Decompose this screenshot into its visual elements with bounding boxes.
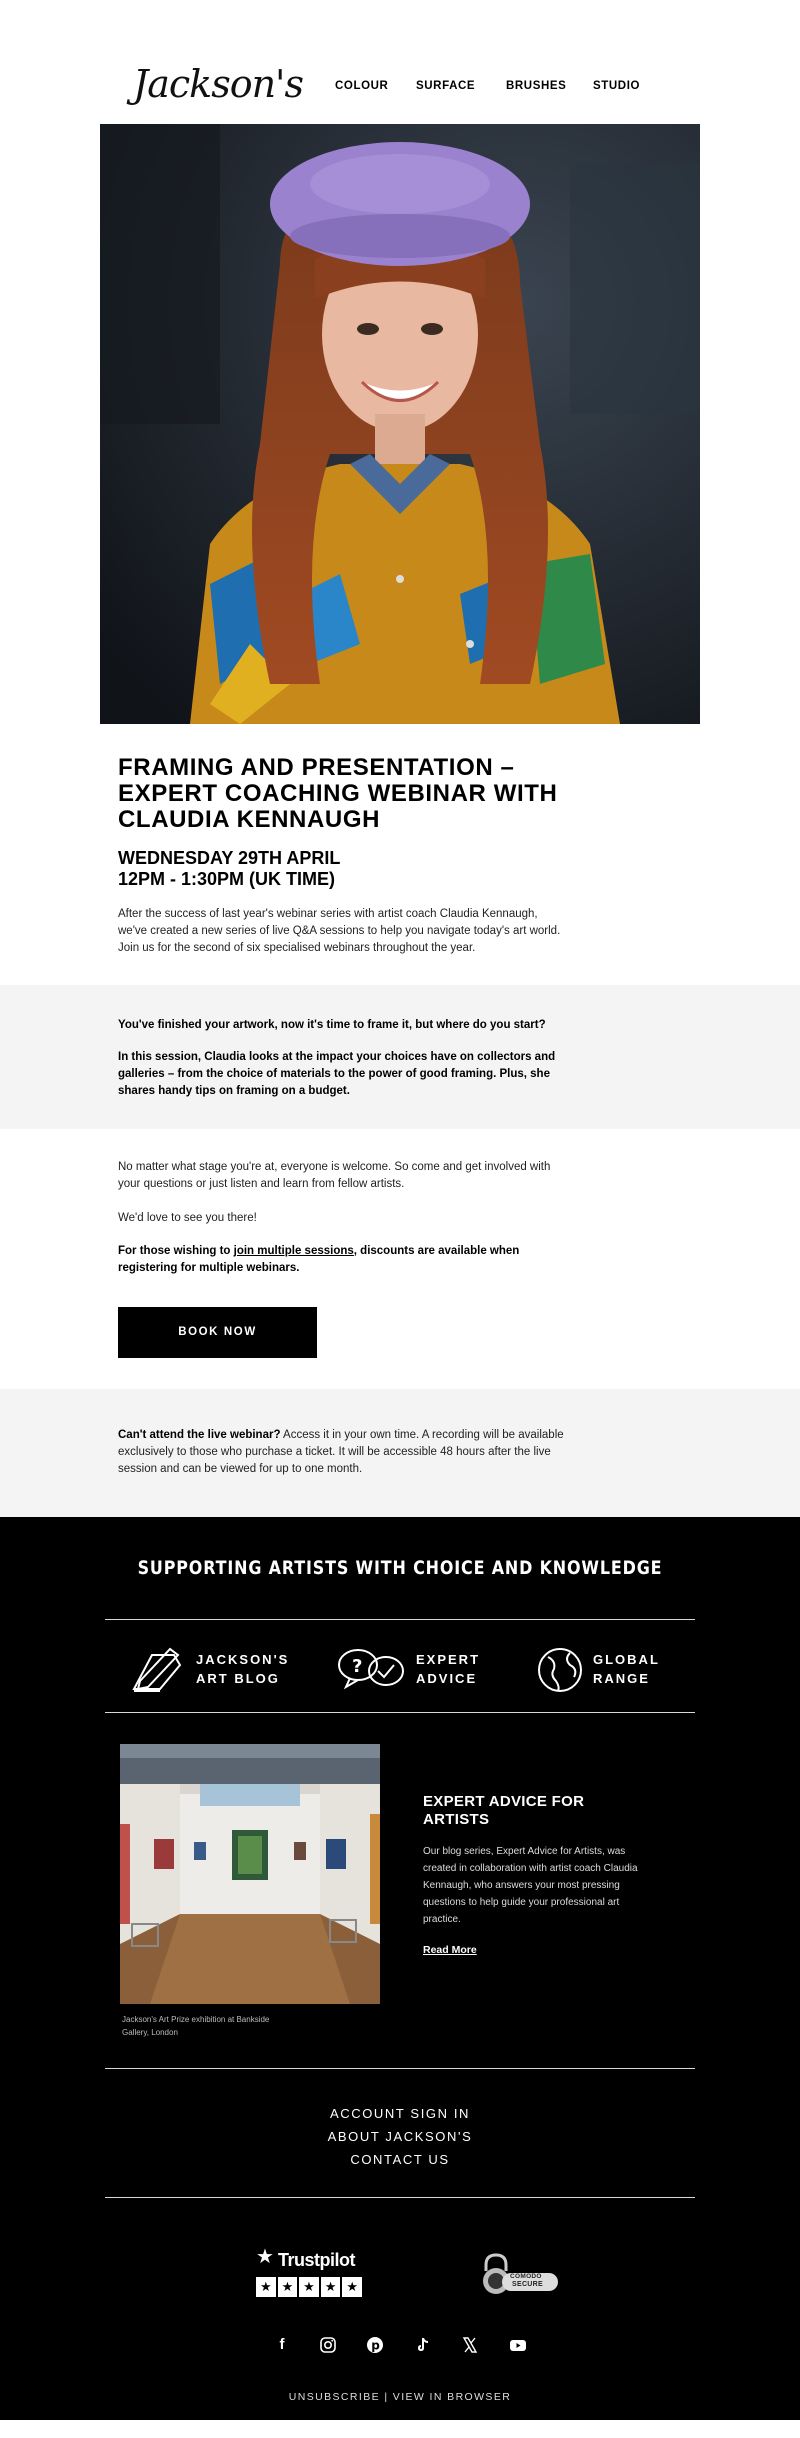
discount-text-before: For those wishing to	[118, 1245, 234, 1257]
footer	[0, 1517, 800, 2420]
expert-advice-title: EXPERT ADVICE FOR ARTISTS	[423, 1793, 585, 1828]
expert-advice-text: Our blog series, Expert Advice for Artists, was created in collaboration with artist coach Claudia Kennaugh, who answers your most pressing questions to help guide your professional art practice.	[423, 1846, 638, 1925]
discount-text-after: , discounts are available when registering for multiple webinars.	[118, 1245, 520, 1274]
account-sign-in-link[interactable]: ACCOUNT SIGN IN	[329, 2106, 471, 2121]
nav-surface[interactable]: SURFACE	[416, 80, 476, 92]
feature-expert-advice-line1: EXPERT	[416, 1652, 481, 1667]
highlight-question: You've finished your artwork, now it's time to frame it, but where do you start?	[118, 1019, 546, 1031]
nav-colour[interactable]: COLOUR	[335, 80, 389, 92]
about-jacksons-link[interactable]: ABOUT JACKSON'S	[327, 2129, 473, 2144]
join-multiple-sessions-link[interactable]: join multiple sessions	[233, 1245, 354, 1257]
pinterest-icon[interactable]	[365, 2335, 385, 2355]
pencil-paper-icon	[130, 1645, 186, 1695]
gallery-photo[interactable]	[120, 1744, 380, 2004]
gallery-caption: Jackson's Art Prize exhibition at Bankside Gallery, London	[122, 2015, 270, 2037]
divider	[105, 1712, 695, 1713]
feature-art-blog[interactable]	[130, 1643, 300, 1697]
recording-paragraph	[118, 1427, 568, 1478]
jacksons-logo[interactable]: Jackson's	[133, 62, 303, 106]
recording-text: Access it in your own time. A recording will be available exclusively to those who purchase a ticket. It will be accessible 48 hours after the live session and can be viewed for up to one month.	[118, 1429, 564, 1475]
x-icon[interactable]	[460, 2335, 480, 2355]
unsubscribe-link[interactable]: UNSUBSCRIBE	[288, 2391, 380, 2403]
instagram-icon[interactable]	[318, 2335, 338, 2355]
read-more-link[interactable]: Read More	[423, 1944, 477, 1956]
globe-icon	[536, 1645, 586, 1695]
webinar-date-day: WEDNESDAY 29TH APRIL	[118, 848, 341, 868]
facebook-icon[interactable]: f	[279, 2336, 285, 2353]
webinar-title: FRAMING AND PRESENTATION – EXPERT COACHING WEBINAR WITH CLAUDIA KENNAUGH	[118, 754, 558, 833]
footer-title: SUPPORTING ARTISTS WITH CHOICE AND KNOWLEDGE	[137, 1557, 663, 1579]
webinar-date-time: 12PM - 1:30PM (UK TIME)	[118, 869, 336, 889]
gallery-illustration	[120, 1744, 380, 2004]
divider	[105, 1619, 695, 1620]
contact-us-link[interactable]: CONTACT US	[350, 2152, 450, 2167]
nav-studio[interactable]: STUDIO	[593, 80, 641, 92]
webinar-date	[118, 848, 340, 890]
speech-bubbles-icon	[336, 1645, 408, 1695]
highlight-band	[0, 985, 800, 1129]
comodo-line2: SECURE	[512, 2281, 543, 2288]
recording-lead: Can't attend the live webinar?	[118, 1429, 281, 1441]
trustpilot-star-icon: ★	[256, 2246, 274, 2268]
portrait-illustration	[100, 124, 700, 724]
email-header	[0, 0, 800, 124]
discount-paragraph	[118, 1243, 568, 1277]
nav-brushes[interactable]: BRUSHES	[506, 80, 567, 92]
divider	[105, 2197, 695, 2198]
trustpilot-rating-icon: ★ ★ ★ ★ ★	[256, 2277, 362, 2297]
feature-global-range-line1: GLOBAL	[593, 1652, 660, 1667]
unsubscribe-bar	[0, 2391, 800, 2403]
view-in-browser-link[interactable]: VIEW IN BROWSER	[392, 2391, 512, 2403]
comodo-secure-badge	[480, 2253, 560, 2297]
highlight-description: In this session, Claudia looks at the impact your choices have on collectors and galleries – from the choice of materials to the power of good framing. Plus, she shares handy tips on framing on a budget.	[118, 1051, 556, 1097]
divider	[105, 2068, 695, 2069]
feature-global-range-line2: RANGE	[593, 1671, 650, 1686]
feature-expert-advice[interactable]	[336, 1643, 486, 1697]
comodo-line1: COMODO	[510, 2273, 542, 2280]
tiktok-icon[interactable]	[413, 2335, 433, 2355]
book-now-button[interactable]: BOOK NOW	[118, 1307, 317, 1358]
recording-band	[0, 1389, 800, 1517]
svg-text:p: p	[371, 2338, 380, 2353]
intro-paragraph: After the success of last year's webinar series with artist coach Claudia Kennaugh, we've created a new series of live Q&A sessions to help you navigate today's art world. Join us for the second of six specialised webinars throughout the year.	[118, 908, 561, 954]
trustpilot-badge[interactable]	[256, 2247, 366, 2299]
svg-text:?: ?	[352, 1656, 363, 1677]
youtube-icon[interactable]	[508, 2335, 528, 2355]
see-you-paragraph: We'd love to see you there!	[118, 1212, 257, 1224]
feature-global-range[interactable]	[536, 1643, 676, 1697]
feature-expert-advice-line2: ADVICE	[416, 1671, 478, 1686]
trustpilot-wordmark: Trustpilot	[278, 2250, 355, 2270]
feature-art-blog-line1: JACKSON'S	[196, 1652, 290, 1667]
link-separator: |	[384, 2391, 389, 2403]
feature-art-blog-line2: ART BLOG	[196, 1671, 280, 1686]
hero-portrait-image[interactable]	[100, 124, 700, 724]
welcome-paragraph: No matter what stage you're at, everyone is welcome. So come and get involved with your questions or just listen and learn from fellow artists.	[118, 1161, 551, 1190]
